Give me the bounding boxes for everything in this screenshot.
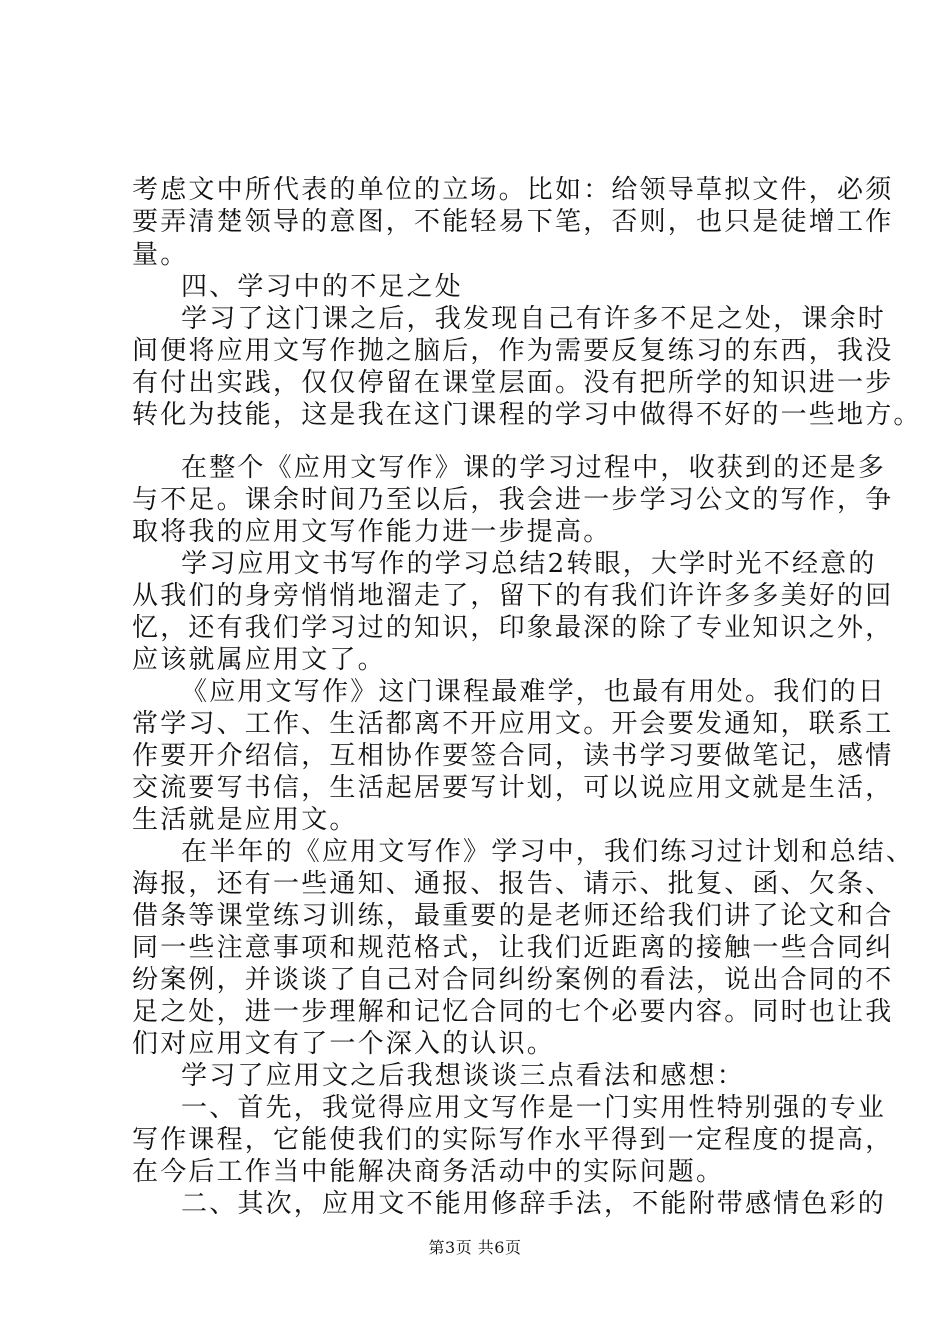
text-line: 学习了应用文之后我想谈谈三点看法和感想：: [181, 1061, 746, 1091]
text-line: 海报，还有一些通知、通报、报告、请示、批复、函、欠条、: [132, 869, 894, 899]
text-line: 应该就属应用文了。: [132, 645, 386, 675]
text-line: 在今后工作当中能解决商务活动中的实际问题。: [132, 1157, 725, 1187]
text-line: 同一些注意事项和规范格式，让我们近距离的接触一些合同纠: [132, 933, 894, 963]
text-line: 交流要写书信，生活起居要写计划，可以说应用文就是生活，: [132, 773, 894, 803]
text-line: 取将我的应用文写作能力进一步提高。: [132, 517, 612, 547]
text-line: 们对应用文有了一个深入的认识。: [132, 1029, 556, 1059]
text-line: 量。: [132, 240, 189, 270]
text-line: 在半年的《应用文写作》学习中，我们练习过计划和总结、: [181, 837, 915, 867]
text-line: 转化为技能，这是我在这门课程的学习中做得不好的一些地方。: [132, 400, 922, 430]
text-line: 从我们的身旁悄悄地溜走了，留下的有我们许许多多美好的回: [132, 581, 894, 611]
text-line: 有付出实践，仅仅停留在课堂层面。没有把所学的知识进一步: [132, 368, 894, 398]
text-line: 忆，还有我们学习过的知识，印象最深的除了专业知识之外，: [132, 613, 894, 643]
text-line: 与不足。课余时间乃至以后，我会进一步学习公文的写作，争: [132, 485, 894, 515]
text-line: 考虑文中所代表的单位的立场。比如：给领导草拟文件，必须: [132, 175, 894, 205]
text-line: 写作课程，它能使我们的实际写作水平得到一定程度的提高，: [132, 1125, 894, 1155]
text-line: 常学习、工作、生活都离不开应用文。开会要发通知，联系工: [132, 709, 894, 739]
text-line: 在整个《应用文写作》课的学习过程中，收获到的还是多: [181, 453, 887, 483]
text-line: 生活就是应用文。: [132, 805, 358, 835]
text-line: 学习应用文书写作的学习总结2转眼，大学时光不经意的: [181, 549, 877, 579]
section-heading: 四、学习中的不足之处: [181, 272, 464, 302]
text-line: 二、其次，应用文不能用修辞手法，不能附带感情色彩的: [181, 1189, 887, 1219]
text-line: 纷案例，并谈谈了自己对合同纠纷案例的看法，说出合同的不: [132, 965, 894, 995]
text-line: 足之处，进一步理解和记忆合同的七个必要内容。同时也让我: [132, 997, 894, 1027]
text-line: 间便将应用文写作抛之脑后，作为需要反复练习的东西，我没: [132, 336, 894, 366]
text-line: 要弄清楚领导的意图，不能轻易下笔，否则，也只是徒增工作: [132, 207, 894, 237]
page-number: 第3页 共6页: [428, 1238, 522, 1257]
text-line: 借条等课堂练习训练，最重要的是老师还给我们讲了论文和合: [132, 901, 894, 931]
text-line: 一、首先，我觉得应用文写作是一门实用性特别强的专业: [181, 1093, 887, 1123]
text-line: 作要开介绍信，互相协作要签合同，读书学习要做笔记，感情: [132, 741, 894, 771]
text-line: 学习了这门课之后，我发现自己有许多不足之处，课余时: [181, 304, 887, 334]
text-line: 《应用文写作》这门课程最难学，也最有用处。我们的日: [181, 677, 887, 707]
